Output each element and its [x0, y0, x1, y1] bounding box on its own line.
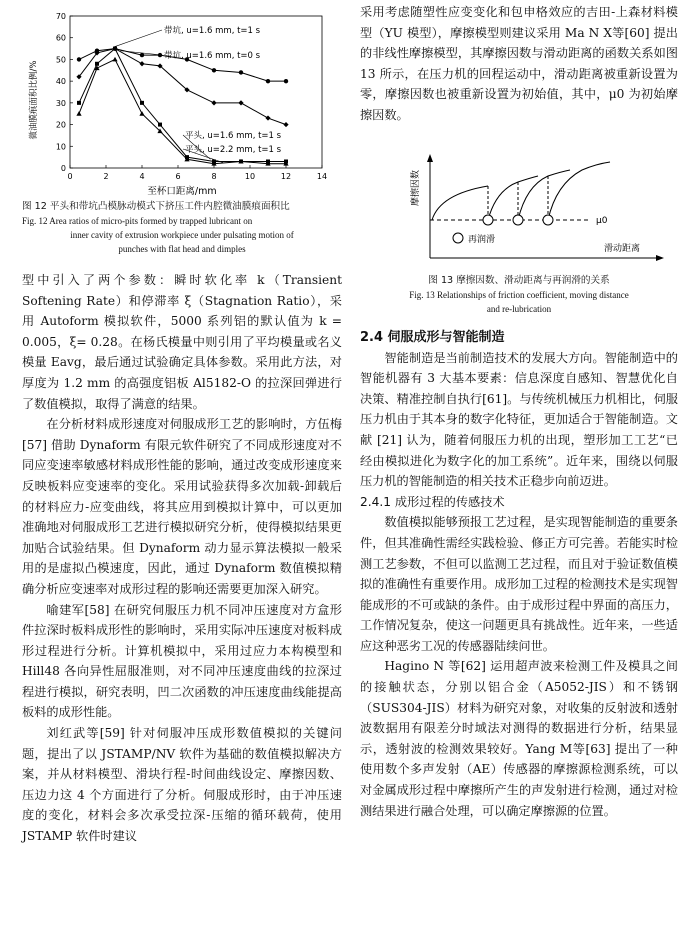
fig12-series-2-point	[211, 100, 216, 105]
fig12-series-4-point	[76, 111, 81, 116]
fig12-x-tick-label: 14	[316, 172, 328, 181]
fig12-series-3-point	[140, 101, 144, 105]
fig12-caption-en-3: punches with flat head and dimples	[118, 244, 246, 254]
fig12-caption-en-2: inner cavity of extrusion workpiece under pulsating motion of	[70, 230, 294, 240]
fig12-annotation-4: 平头, u=2.2 mm, t=1 s	[185, 145, 282, 155]
fig12-y-tick-label: 70	[55, 12, 66, 21]
fig12-series-2-point	[238, 100, 243, 105]
fig12-x-tick-label: 2	[103, 172, 109, 181]
right-paragraph-2: 智能制造是当前制造技术的发展大方向。智能制造中的智能机器有 3 大基本要素：信息深度自感知、智慧优化自决策、精准控制自执行[61]。与传统机械压力机相比，伺服压力机由于其本身的数字化特征，更加适合于智能制造。文献 [21] 认为，随着伺服压力机的出现，塑形加工工艺“已经由模拟进化为数字化的加工系统”。近年来，围绕以伺服压力机的智能制造的相关技术正稳步向前迈进。	[360, 350, 678, 489]
fig12-y-tick-label: 40	[55, 77, 66, 87]
fig12-ylabel: 微油膜痕面积比例/%	[29, 60, 39, 140]
fig12-series-1-point	[212, 68, 216, 72]
fig12-x-tick-label: 4	[139, 172, 145, 181]
fig12-annotation-3: 平头, u=1.6 mm, t=1 s	[185, 131, 282, 141]
fig13-caption-zh: 图 13 摩擦因数、滑动距离与再润滑的关系	[428, 274, 610, 286]
fig12-y-tick-label: 10	[55, 142, 66, 152]
fig12-x-tick-label: 10	[244, 172, 256, 181]
right-paragraph-1: 采用考虑随塑性应变变化和包申格效应的吉田-上森材料模型（YU 模型），摩擦模型则建议采用 Ma N X等[60] 提出的非线性摩擦模型，其摩擦因数与滑动距离的函数关系如图 13 所示，在压力机的回程运动中，滑动距离被重新设置为零，摩擦因数也被重新设置为初始值，其中，μ0 为初始摩擦因数。	[360, 5, 678, 122]
fig12-series-1-point	[158, 53, 162, 57]
right-paragraph-3: 数值模拟能够预报工艺过程，是实现智能制造的重要条件，但其准确性需经实践检验、修正方可完善。若能实时检测工艺参数，不但可以监测工艺过程，而且对于验证数值模拟的准确性有重要作用。成形加工过程的检测技术是实现智能成形的不可或缺的条件。由于成形过程中界面的高压力，工作情况复杂，使这一问题更具有挑战性。近年来，一些适应这种恶劣工况的传感器陆续问世。	[360, 515, 678, 653]
figure-13-caption	[360, 274, 678, 316]
fig12-y-tick-label: 50	[55, 55, 66, 65]
fig13-curve-1	[432, 186, 488, 220]
fig12-series-1-point	[266, 79, 270, 83]
fig12-series-1-point	[140, 53, 144, 57]
fig12-xlabel: 至杯口距离/mm	[147, 186, 217, 197]
left-paragraph-2: 在分析材料成形速度对伺服成形工艺的影响时，方伍梅[57] 借助 Dynaform 有限元软件研究了不同成形速度对不同应变速率敏感材料成形性能的影响，通过改变成形速度来反映板料应变速率的变化。采用试验获得多次加载-卸载后的材料应力-应变曲线，将其应用到模拟计算中，可以更加准确地对伺服成形工艺进行模拟研究分析，使得模拟结果更加贴合试验结果。但 Dynaform 动力显示算法模拟一般采用的是虚拟凸模速度，因此，通过 Dynaform 数值模拟精确分析应变速率对成形过程的影响还需要更加深入研究。	[22, 417, 342, 596]
fig12-annotation-2: 带坑, u=1.6 mm, t=0 s	[164, 51, 261, 61]
fig12-series-3-point	[113, 47, 117, 51]
fig12-leader-1	[115, 30, 162, 47]
right-column	[360, 0, 678, 821]
fig12-series-4-point	[139, 111, 144, 116]
fig12-series-1-point	[284, 79, 288, 83]
fig12-annotation-1: 带坑, u=1.6 mm, t=1 s	[164, 26, 261, 36]
section-heading-2-4-1: 2.4.1 成形过程的传感技术	[360, 494, 505, 509]
fig12-x-tick-label: 12	[280, 172, 292, 181]
fig12-x-tick-label: 0	[67, 172, 73, 181]
fig12-caption-zh: 图 12 平头和带坑凸模脉动模式下挤压工件内腔微油膜痕面积比	[22, 201, 290, 212]
fig12-x-tick-label: 6	[175, 172, 181, 181]
fig13-legend-marker	[453, 233, 463, 243]
fig12-series-3-point	[95, 62, 99, 66]
figure-12-chart	[22, 8, 342, 198]
fig13-y-arrow	[427, 154, 433, 162]
fig12-series-2-point	[265, 115, 270, 120]
fig12-series-1-point	[77, 57, 81, 61]
fig12-y-tick-label: 30	[55, 98, 66, 108]
fig13-xlabel: 滑动距离	[603, 243, 641, 254]
fig13-relube-marker-2	[513, 215, 523, 225]
fig12-series-1-point	[239, 70, 243, 74]
fig13-mu0-label: μ0	[596, 215, 608, 226]
left-paragraph-3: 喻建军[58] 在研究伺服压力机不同冲压速度对方盒形件拉深时板料成形性的影响时，采用实际冲压速度对板料成形过程进行分析。计算机模拟中，采用过应力本构模型和 Hill48 各向异性屈服准则，对不同冲压速度曲线的拉深过程进行模拟，研究表明，凹二次函数的冲压速度曲线能提高板料的成形性能。	[22, 602, 342, 720]
figure-12-caption	[22, 200, 342, 256]
fig12-series-2-point	[139, 61, 144, 66]
fig13-legend-label: 再润滑	[468, 234, 496, 245]
fig13-curve-2	[488, 176, 538, 220]
left-paragraph-1: 型中引入了两个参数：瞬时软化率 k（Transient Softening Rate）和停滞率 ξ（Stagnation Ratio），采用 Autoform 模拟软件，5000 系列铝的默认值为 k = 0.005，ξ= 0.28。在杨氏模量中则引用了平均模量或名义模量 Eavg，最后通过试验确定具体参数。采用此方法，对厚度为 1.2 mm 的高强度铝板 Al5182-O 的拉深回弹进行了数值模拟，取得了满意的结果。	[22, 273, 342, 411]
fig12-caption-en-1: Fig. 12 Area ratios of micro-pits formed by trapped lubricant on	[22, 216, 253, 226]
fig12-series-4-point	[112, 57, 117, 62]
fig13-curve-4	[548, 162, 610, 220]
fig13-relube-marker-1	[483, 215, 493, 225]
fig12-series-2-point	[283, 122, 288, 127]
figure-13-chart	[360, 148, 678, 268]
fig13-x-arrow	[656, 255, 664, 261]
fig13-curve-3	[518, 170, 570, 220]
fig12-series-3-point	[158, 123, 162, 127]
fig13-ylabel: 摩擦因数	[411, 169, 421, 206]
fig12-series-3-point	[77, 101, 81, 105]
fig12-y-tick-label: 0	[60, 164, 66, 173]
fig12-y-tick-label: 20	[55, 120, 66, 130]
right-paragraph-4: Hagino N 等[62] 运用超声波来检测工件及模具之间的接触状态，分别以铝合金（A5052-JIS）和不锈钢（SUS304-JIS）材料为研究对象，对收集的反射波和透射波数据用有限差分时域法对测得的数据进行分析，结果显示，透射波的检测效果较好。Yang M等[63] 提出了一种使用数个多声发射（AE）传感器的摩擦源检测系统，可以对金属成形过程中摩擦所产生的声发射进行检测，通过对检测结果进行融合处理，可以确定摩擦源的位置。	[360, 659, 678, 818]
section-heading-2-4: 2.4 伺服成形与智能制造	[360, 329, 505, 345]
fig13-relube-marker-3	[543, 215, 553, 225]
fig13-caption-en-2: and re-lubrication	[486, 303, 552, 314]
fig12-y-tick-label: 60	[55, 33, 66, 43]
fig13-caption-en-1: Fig. 13 Relationships of friction coefficient, moving distance	[409, 289, 629, 300]
left-paragraph-4: 刘红武等[59] 针对伺服冲压成形数值模拟的关键问题，提出了以 JSTAMP/NV 软件为基础的数值模拟解决方案，并从材料模型、滑块行程-时间曲线设定、摩擦因数、压边力这 4 个方面进行了分析。伺服成形时，由于冲压速度的变化，材料会多次承受拉深-压缩的循环载荷，使用 JSTAMP 软件时建议	[22, 726, 342, 844]
fig12-x-tick-label: 8	[211, 172, 217, 181]
